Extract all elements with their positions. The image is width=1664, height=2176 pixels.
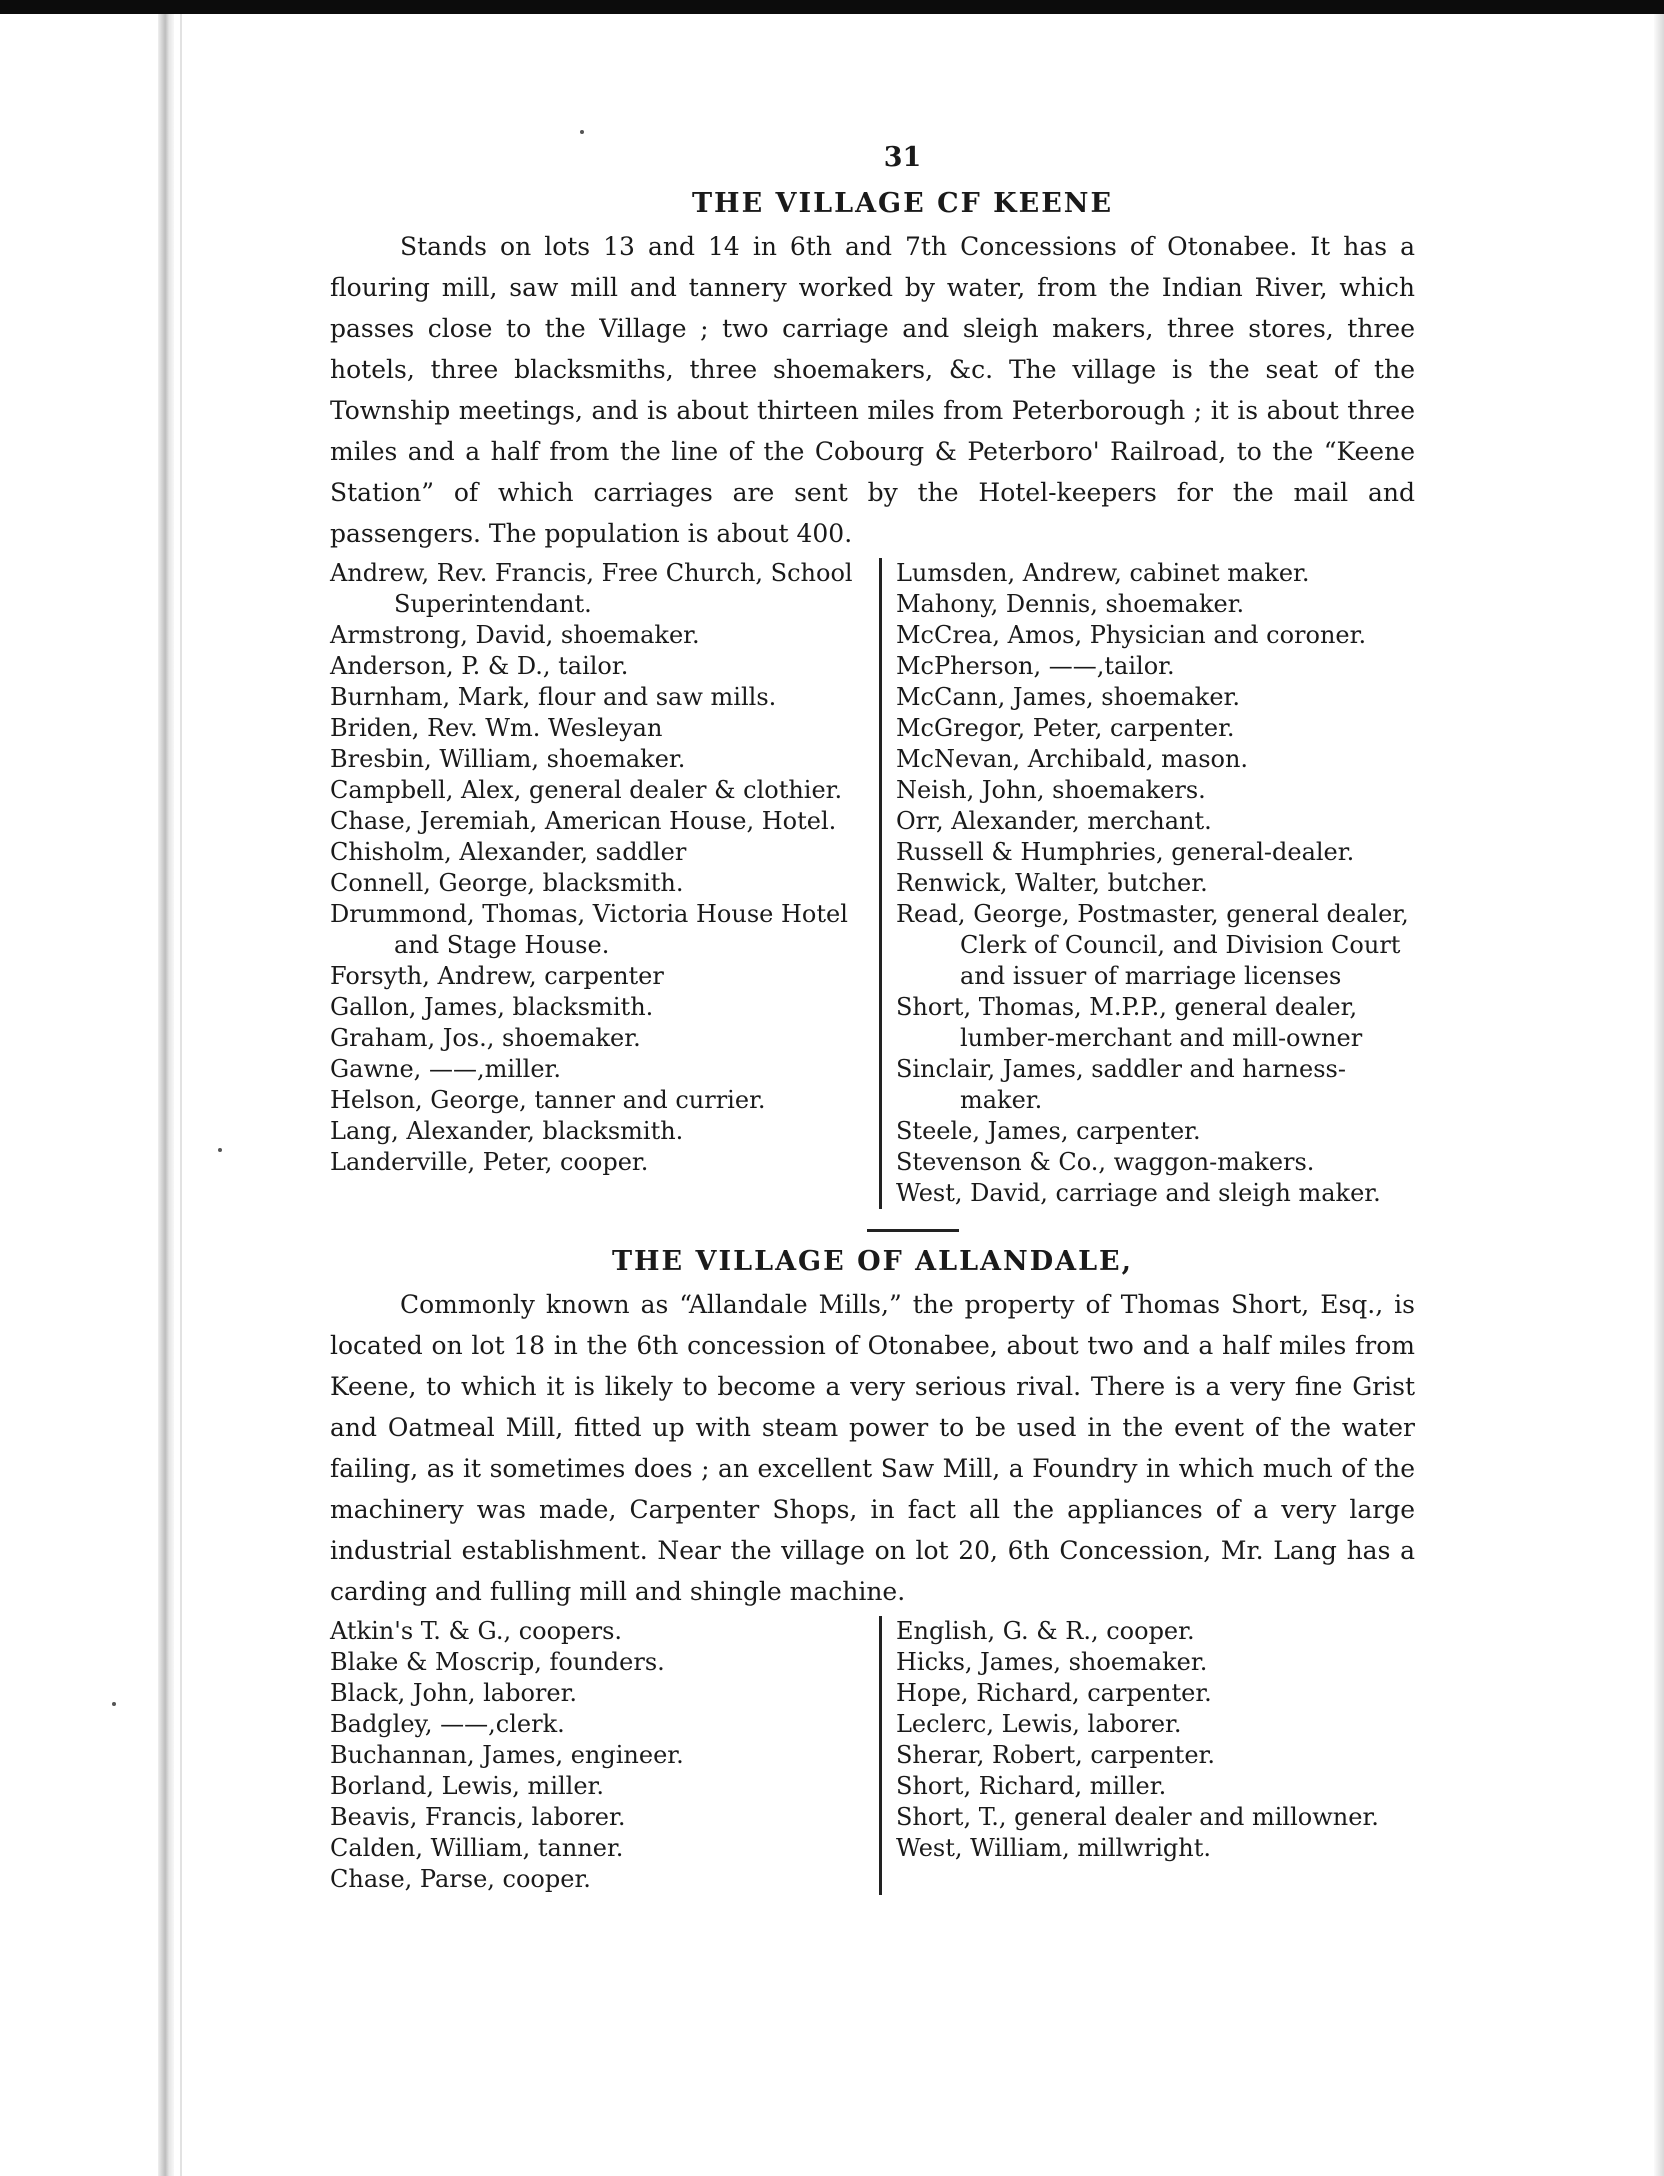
book-page <box>330 140 1415 1895</box>
directory-entry: Chase, Jeremiah, American House, Hotel. <box>330 807 837 835</box>
directory-entry: Gallon, James, blacksmith. <box>330 993 654 1021</box>
directory-entry: Bresbin, William, shoemaker. <box>330 745 686 773</box>
directory-entry: Short, Thomas, M.P.P., general dealer, lumber-merchant and mill-owner <box>895 993 1363 1052</box>
directory-entry: Black, John, laborer. <box>330 1679 578 1707</box>
directory-entry: Buchannan, James, engineer. <box>330 1741 684 1769</box>
directory-entry: Borland, Lewis, miller. <box>330 1772 605 1800</box>
directory-entry: Renwick, Walter, butcher. <box>895 869 1208 897</box>
directory-entry: Burnham, Mark, flour and saw mills. <box>330 683 777 711</box>
page-gutter-line <box>180 14 182 2176</box>
directory-entry: Sherar, Robert, carpenter. <box>895 1741 1215 1769</box>
ink-speck <box>218 1148 222 1152</box>
directory-entry: West, William, millwright. <box>895 1834 1211 1862</box>
directory-entry: Steele, James, carpenter. <box>895 1117 1201 1145</box>
directory-entry: McGregor, Peter, carpenter. <box>895 714 1235 742</box>
directory-entry: Gawne, ——,miller. <box>330 1055 562 1083</box>
keene-directory-left <box>330 558 879 1209</box>
page-number: 31 <box>883 142 922 173</box>
directory-entry: McCann, James, shoemaker. <box>895 683 1241 711</box>
directory-entry: Landerville, Peter, cooper. <box>330 1148 649 1176</box>
directory-entry: Russell & Humphries, general-dealer. <box>895 838 1355 866</box>
ink-speck <box>112 1702 116 1706</box>
directory-entry: Lang, Alexander, blacksmith. <box>330 1117 684 1145</box>
book-spine-shadow <box>158 14 174 2176</box>
directory-entry: Orr, Alexander, merchant. <box>895 807 1212 835</box>
directory-entry: Chisholm, Alexander, saddler <box>330 838 687 866</box>
directory-entry: Briden, Rev. Wm. Wesleyan <box>330 714 663 742</box>
directory-entry: Short, Richard, miller. <box>895 1772 1167 1800</box>
directory-entry: Read, George, Postmaster, general dealer, Clerk of Council, and Division Court and issuer of marriage licenses <box>895 900 1409 990</box>
directory-entry: Atkin's T. & G., coopers. <box>330 1617 623 1645</box>
directory-entry: Blake & Moscrip, founders. <box>330 1648 665 1676</box>
allandale-directory-right <box>879 1616 1415 1895</box>
allandale-directory-left <box>330 1616 879 1895</box>
directory-entry: Hicks, James, shoemaker. <box>895 1648 1208 1676</box>
directory-entry: Stevenson & Co., waggon-makers. <box>895 1148 1315 1176</box>
section-divider <box>867 1229 959 1232</box>
directory-entry: Campbell, Alex, general dealer & clothier. <box>330 776 843 804</box>
keene-paragraph <box>330 226 1415 554</box>
directory-entry: English, G. & R., cooper. <box>895 1617 1195 1645</box>
directory-entry: Leclerc, Lewis, laborer. <box>895 1710 1182 1738</box>
directory-entry: Beavis, Francis, laborer. <box>330 1803 626 1831</box>
directory-entry: Badgley, ——,clerk. <box>330 1710 565 1738</box>
directory-entry: McCrea, Amos, Physician and coroner. <box>895 621 1367 649</box>
directory-entry: Forsyth, Andrew, carpenter <box>330 962 664 990</box>
directory-entry: Mahony, Dennis, shoemaker. <box>895 590 1245 618</box>
directory-entry: Calden, William, tanner. <box>330 1834 624 1862</box>
directory-entry: Connell, George, blacksmith. <box>330 869 684 897</box>
scan-right-edge <box>1654 14 1664 2176</box>
directory-entry: Drummond, Thomas, Victoria House Hotel and Stage House. <box>330 900 848 959</box>
directory-entry: Armstrong, David, shoemaker. <box>330 621 700 649</box>
directory-entry: Helson, George, tanner and currier. <box>330 1086 766 1114</box>
keene-directory-right <box>879 558 1415 1209</box>
directory-entry: McPherson, ——,tailor. <box>895 652 1175 680</box>
directory-entry: McNevan, Archibald, mason. <box>895 745 1249 773</box>
directory-entry: Hope, Richard, carpenter. <box>895 1679 1212 1707</box>
directory-entry: Anderson, P. & D., tailor. <box>330 652 629 680</box>
allandale-title: THE VILLAGE OF ALLANDALE, <box>611 1246 1134 1277</box>
directory-entry: Chase, Parse, cooper. <box>330 1865 591 1893</box>
directory-entry: West, David, carriage and sleigh maker. <box>895 1179 1381 1207</box>
keene-title: THE VILLAGE CF KEENE <box>691 188 1114 219</box>
allandale-directory <box>330 1616 1415 1895</box>
allandale-paragraph-text: Commonly known as “Allandale Mills,” the property of Thomas Short, Esq., is located on lot 18 in the 6th concession of Otonabee, about two and a half miles from Keene, to which it is likely to become a very serious rival. There is a very fine Grist and Oatmeal Mill, fitted up with steam power to be used in the event of the water failing, as it sometimes does ; an excellent Saw Mill, a Foundry in which much of the machinery was made, Carpenter Shops, in fact all the appliances of a very large industrial establishment. Near the village on lot 20, 6th Concession, Mr. Lang has a carding and fulling mill and shingle machine. <box>330 1290 1415 1606</box>
directory-entry: Andrew, Rev. Francis, Free Church, School Superintendant. <box>330 559 853 618</box>
directory-entry: Short, T., general dealer and millowner. <box>895 1803 1379 1831</box>
directory-entry: Lumsden, Andrew, cabinet maker. <box>895 559 1310 587</box>
scan-top-edge <box>0 0 1664 14</box>
directory-entry: Neish, John, shoemakers. <box>895 776 1206 804</box>
keene-directory <box>330 558 1415 1209</box>
directory-entry: Sinclair, James, saddler and harness-maker. <box>895 1055 1346 1114</box>
directory-entry: Graham, Jos., shoemaker. <box>330 1024 641 1052</box>
keene-paragraph-text: Stands on lots 13 and 14 in 6th and 7th Concessions of Otonabee. It has a flouring mill, saw mill and tannery worked by water, from the Indian River, which passes close to the Village ; two carriage and sleigh makers, three stores, three hotels, three blacksmiths, three shoemakers, &c. The village is the seat of the Township meetings, and is about thirteen miles from Peterborough ; it is about three miles and a half from the line of the Cobourg & Peterboro' Railroad, to the “Keene Station” of which carriages are sent by the Hotel-keepers for the mail and passengers. The population is about 400. <box>330 232 1415 548</box>
allandale-paragraph <box>330 1284 1415 1612</box>
ink-speck <box>580 130 584 134</box>
